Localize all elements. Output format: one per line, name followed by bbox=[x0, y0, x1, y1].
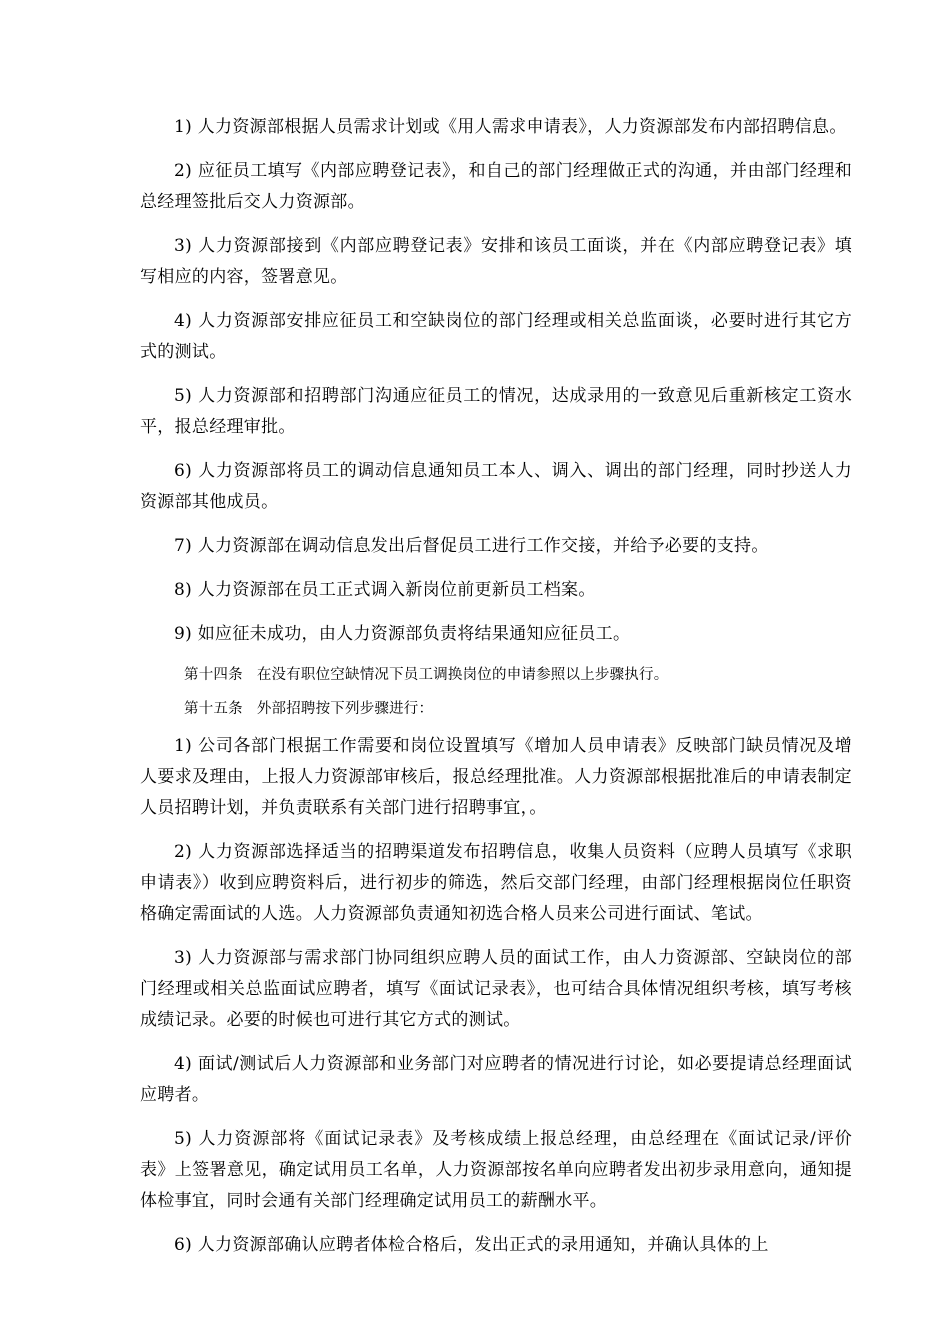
article-15 bbox=[140, 697, 852, 721]
article-14-number: 第十四条 bbox=[184, 667, 243, 683]
article-14 bbox=[140, 663, 852, 687]
procedure-step-7: 7) 人力资源部在调动信息发出后督促员工进行工作交接，并给予必要的支持。 bbox=[174, 536, 769, 556]
external-step-5: 5) 人力资源部将《面试记录表》及考核成绩上报总经理，由总经理在《面试记录/评价表》上签署意见，确定试用员工名单，人力资源部按名单向应聘者发出初步录用意向，通知提体检事宜，同时会通有关部门经理确定试用员工的薪酬水平。 bbox=[140, 1129, 852, 1211]
external-step-6: 6) 人力资源部确认应聘者体检合格后，发出正式的录用通知，并确认具体的上 bbox=[174, 1235, 769, 1255]
procedure-step-5: 5) 人力资源部和招聘部门沟通应征员工的情况，达成录用的一致意见后重新核定工资水平，报总经理审批。 bbox=[140, 386, 852, 437]
external-step-4: 4) 面试/测试后人力资源部和业务部门对应聘者的情况进行讨论，如必要提请总经理面试应聘者。 bbox=[140, 1054, 852, 1105]
article-14-text: 在没有职位空缺情况下员工调换岗位的申请参照以上步骤执行。 bbox=[256, 667, 669, 683]
document-page bbox=[140, 112, 852, 1274]
procedure-step-6: 6) 人力资源部将员工的调动信息通知员工本人、调入、调出的部门经理，同时抄送人力资源部其他成员。 bbox=[140, 461, 852, 512]
external-step-1: 1) 公司各部门根据工作需要和岗位设置填写《增加人员申请表》反映部门缺员情况及增人要求及理由，上报人力资源部审核后，报总经理批准。人力资源部根据批准后的申请表制定人员招聘计划，并负责联系有关部门进行招聘事宜，。 bbox=[140, 736, 852, 818]
article-15-text: 外部招聘按下列步骤进行： bbox=[256, 701, 434, 717]
external-step-2: 2) 人力资源部选择适当的招聘渠道发布招聘信息，收集人员资料（应聘人员填写《求职申请表》）收到应聘资料后，进行初步的筛选，然后交部门经理，由部门经理根据岗位任职资格确定需面试的人选。人力资源部负责通知初选合格人员来公司进行面试、笔试。 bbox=[140, 842, 852, 924]
procedure-step-8: 8) 人力资源部在员工正式调入新岗位前更新员工档案。 bbox=[174, 580, 596, 600]
procedure-step-3: 3) 人力资源部接到《内部应聘登记表》安排和该员工面谈，并在《内部应聘登记表》填写相应的内容，签署意见。 bbox=[140, 236, 852, 287]
procedure-step-2: 2) 应征员工填写《内部应聘登记表》，和自己的部门经理做正式的沟通，并由部门经理和总经理签批后交人力资源部。 bbox=[140, 161, 852, 212]
article-15-number: 第十五条 bbox=[184, 701, 243, 717]
procedure-step-9: 9) 如应征未成功，由人力资源部负责将结果通知应征员工。 bbox=[174, 624, 631, 644]
procedure-step-1: 1) 人力资源部根据人员需求计划或《用人需求申请表》，人力资源部发布内部招聘信息。 bbox=[174, 117, 847, 137]
external-step-3: 3) 人力资源部与需求部门协同组织应聘人员的面试工作，由人力资源部、空缺岗位的部门经理或相关总监面试应聘者，填写《面试记录表》，也可结合具体情况组织考核，填写考核成绩记录。必要的时候也可进行其它方式的测试。 bbox=[140, 948, 852, 1030]
procedure-step-4: 4) 人力资源部安排应征员工和空缺岗位的部门经理或相关总监面谈，必要时进行其它方式的测试。 bbox=[140, 311, 852, 362]
